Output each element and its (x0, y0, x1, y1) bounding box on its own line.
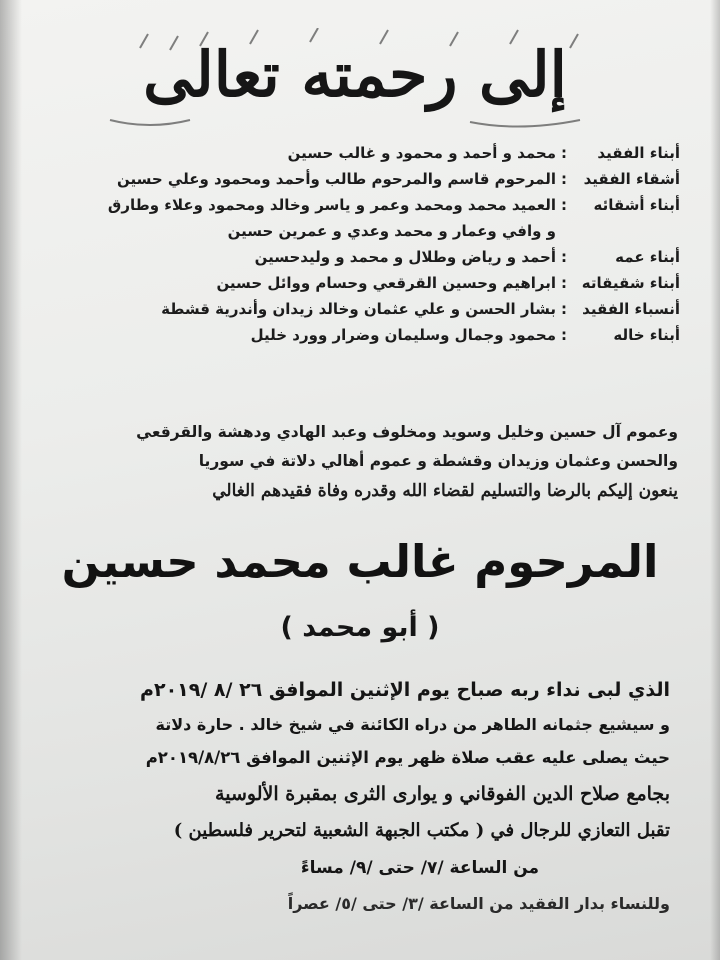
condolences-women-line: وللنساء بدار الفقيد من الساعة /٣/ حتى /٥/ عصراً (287, 894, 670, 913)
family-value: المرحوم قاسم والمرحوم طالب وأحمد ومحمود وعلي حسين (117, 170, 556, 188)
family-value: محمد و أحمد و محمود و غالب حسين (287, 144, 556, 162)
family-value: محمود وجمال وسليمان وضرار وورد خليل (250, 326, 556, 344)
family-row (30, 244, 680, 270)
deceased-kunya: ( أبو محمد ) (280, 612, 440, 643)
page-shadow (0, 0, 22, 960)
relatives-line: والحسن وعثمان وزيدان وقشطة و عموم أهالي دلاتة في سوريا (198, 452, 678, 470)
family-value: بشار الحسن و علي عثمان وخالد زيدان وأندرية قشطة (161, 300, 556, 318)
family-label: أنسباء الفقيد (582, 300, 680, 318)
family-value: العميد محمد ومحمد وعمر و ياسر وخالد ومحمود وعلاء وطارق (107, 196, 556, 214)
separator: : (561, 196, 567, 214)
family-row (30, 296, 680, 322)
family-row-continued (30, 218, 680, 244)
prayer-line: حيث يصلى عليه عقب صلاة ظهر يوم الإثنين الموافق ٢٠١٩/٨/٢٦م (145, 748, 670, 767)
calligraphy-header (50, 28, 660, 133)
burial-line: بجامع صلاح الدين الفوقاني و يوارى الثرى بمقبرة الألوسية (215, 783, 670, 805)
relatives-line: وعموم آل حسين وخليل وسويد ومخلوف وعبد الهادي ودهشة والقرقعي (136, 423, 678, 441)
page-shadow-right (710, 0, 720, 960)
separator: : (561, 170, 567, 188)
family-label: أبناء أشقائه (593, 196, 680, 214)
family-row (30, 322, 680, 348)
family-row (30, 140, 680, 166)
funeral-details (30, 672, 670, 921)
family-label: أبناء الفقيد (597, 144, 680, 162)
family-value: أحمد و رياض وطلال و محمد و وليدحسين (254, 248, 556, 266)
family-value: و وافي وعمار و محمد وعدي و عمرين حسين (227, 222, 556, 240)
separator: : (561, 300, 567, 318)
relatives-block (28, 418, 678, 506)
death-date-line: الذي لبى نداء ربه صباح يوم الإثنين الموافق ٢٦ /٨ /٢٠١٩م (140, 679, 670, 701)
hours-men-line: من الساعة /٧/ حتى /٩/ مساءً (300, 858, 540, 878)
separator: : (561, 144, 567, 162)
funeral-line: و سيشيع جثمانه الطاهر من دراه الكائنة في شيخ خالد . حارة دلاتة (155, 715, 670, 734)
family-label: أبناء شقيقاته (581, 274, 680, 292)
announcement-line: ينعون إليكم بالرضا والتسليم لقضاء الله وقدره وفاة فقيدهم الغالي (212, 481, 678, 501)
family-list (30, 140, 680, 348)
family-row (30, 192, 680, 218)
family-label: أشقاء الفقيد (583, 170, 680, 188)
family-row (30, 270, 680, 296)
condolences-men-line: تقبل التعازي للرجال في ( مكتب الجبهة الشعبية لتحرير فلسطين ) (173, 820, 670, 841)
separator: : (561, 274, 567, 292)
family-row (30, 166, 680, 192)
header-title: إلى رحمته تعالى (143, 38, 567, 111)
separator: : (561, 326, 567, 344)
family-value: ابراهيم وحسين القرقعي وحسام ووائل حسين (216, 274, 556, 292)
deceased-name: المرحوم غالب محمد حسين (61, 535, 659, 588)
family-label: أبناء خاله (613, 326, 680, 344)
family-label: أبناء عمه (615, 248, 680, 266)
separator: : (561, 248, 567, 266)
